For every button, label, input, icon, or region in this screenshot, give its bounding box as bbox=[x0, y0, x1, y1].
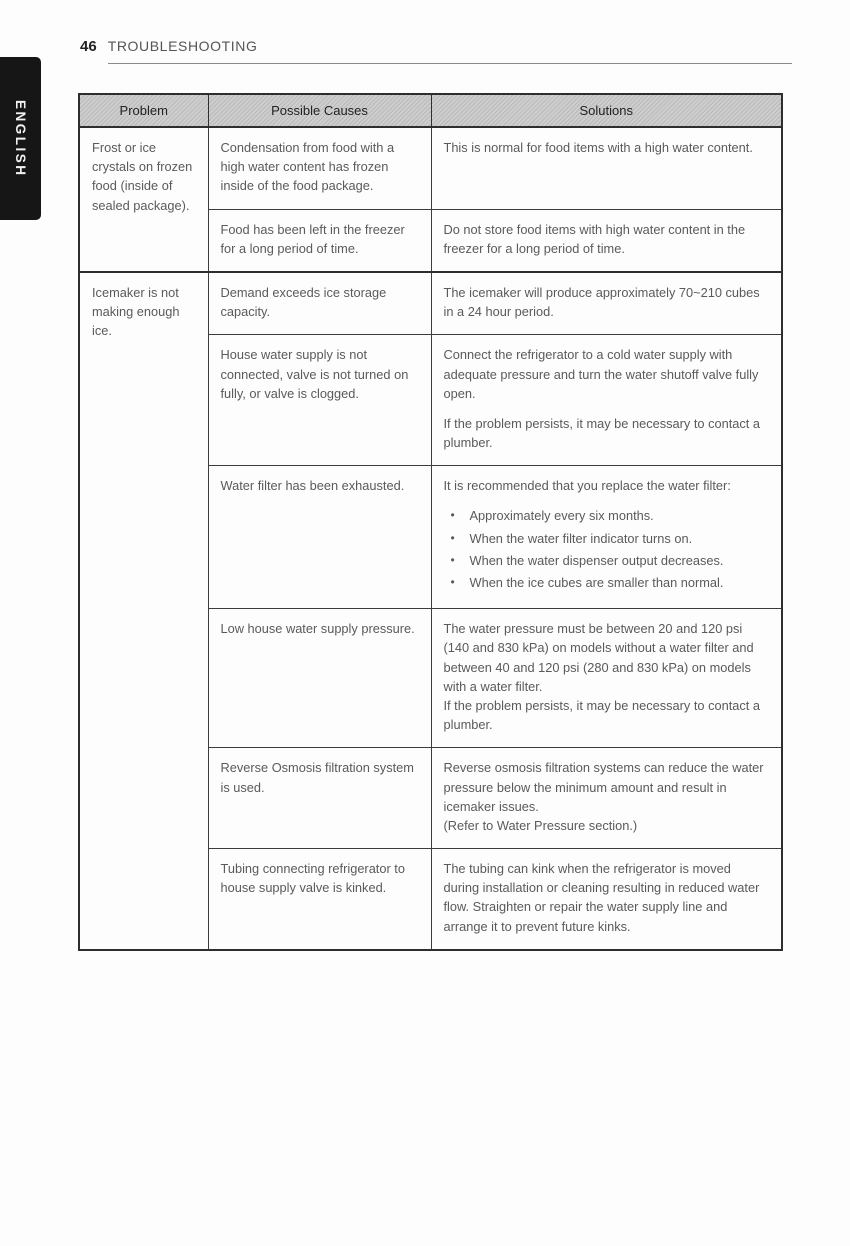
solution-paragraph: The icemaker will produce approximately 70~210 cubes in a 24 hour period. bbox=[443, 284, 760, 320]
cause-cell: Food has been left in the freezer for a long period of time. bbox=[208, 209, 431, 272]
solution-paragraph: If the problem persists, it may be necessary to contact a plumber. bbox=[443, 415, 761, 451]
cause-cell: House water supply is not connected, valve is not turned on fully, or valve is clogged. bbox=[208, 335, 431, 466]
solution-paragraph: It is recommended that you replace the water filter: bbox=[443, 478, 731, 494]
cause-cell: Demand exceeds ice storage capacity. bbox=[208, 272, 431, 335]
problem-cell: Frost or ice crystals on frozen food (inside of sealed package). bbox=[79, 127, 208, 272]
cause-cell: Tubing connecting refrigerator to house supply valve is kinked. bbox=[208, 849, 431, 950]
column-header-solutions: Solutions bbox=[431, 94, 782, 127]
solution-paragraph: This is normal for food items with a high water content. bbox=[443, 140, 753, 155]
solution-paragraph: If the problem persists, it may be necessary to contact a plumber. bbox=[443, 697, 761, 733]
solution-paragraph: Do not store food items with high water content in the freezer for a long period of time. bbox=[443, 221, 746, 256]
solution-bullet-list bbox=[444, 506, 770, 592]
solution-paragraph: Reverse osmosis filtration systems can reduce the water pressure below the minimum amount and result in icemaker issues. bbox=[443, 760, 764, 814]
solution-bullet: • When the water filter indicator turns on. bbox=[444, 529, 770, 548]
page-title: TROUBLESHOOTING bbox=[107, 38, 258, 54]
header-rule bbox=[108, 38, 792, 64]
solution-cell bbox=[431, 127, 782, 209]
solution-bullet: • Approximately every six months. bbox=[444, 506, 770, 525]
solution-cell bbox=[431, 209, 782, 272]
cause-cell: Reverse Osmosis filtration system is used. bbox=[208, 748, 431, 849]
page-number: 46 bbox=[80, 38, 97, 55]
solution-cell bbox=[431, 335, 782, 466]
solution-cell bbox=[431, 466, 782, 609]
solution-bullet: • When the ice cubes are smaller than normal. bbox=[444, 573, 770, 592]
troubleshooting-table bbox=[78, 93, 783, 951]
table-row bbox=[79, 272, 782, 335]
solution-paragraph: The tubing can kink when the refrigerator is moved during installation or cleaning resulting in reduced water flow. Straighten or repair the water supply line and arrange it to prevent future kinks. bbox=[443, 861, 760, 934]
solution-cell bbox=[431, 748, 782, 849]
cause-cell: Condensation from food with a high water content has frozen inside of the food package. bbox=[208, 127, 431, 209]
solution-cell bbox=[431, 272, 782, 335]
header-row bbox=[79, 94, 782, 127]
language-tab-label: ENGLISH bbox=[13, 99, 28, 178]
cause-cell: Water filter has been exhausted. bbox=[208, 466, 431, 609]
page-header bbox=[80, 38, 792, 64]
column-header-problem: Problem bbox=[79, 94, 208, 127]
solution-cell bbox=[431, 609, 782, 748]
language-tab bbox=[0, 57, 41, 220]
problem-cell: Icemaker is not making enough ice. bbox=[79, 272, 208, 950]
solution-paragraph: The water pressure must be between 20 and 120 psi (140 and 830 kPa) on models without a water filter and between 40 and 120 psi (280 and 830 kPa) on models with a water filter. bbox=[443, 621, 754, 694]
table-row bbox=[79, 127, 782, 209]
solution-bullet: • When the water dispenser output decreases. bbox=[444, 551, 770, 570]
cause-cell: Low house water supply pressure. bbox=[208, 609, 431, 748]
solution-cell bbox=[431, 849, 782, 950]
column-header-possible-causes: Possible Causes bbox=[208, 94, 431, 127]
solution-paragraph: (Refer to Water Pressure section.) bbox=[443, 817, 638, 833]
solution-paragraph: Connect the refrigerator to a cold water supply with adequate pressure and turn the water shutoff valve fully open. bbox=[443, 347, 759, 401]
